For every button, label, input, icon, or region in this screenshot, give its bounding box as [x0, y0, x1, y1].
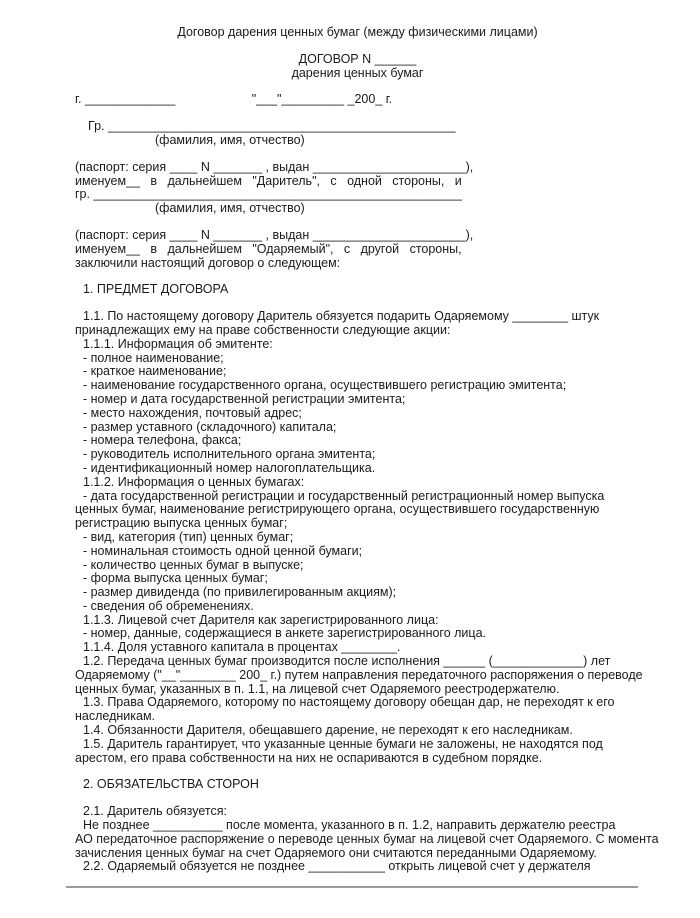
clause-1-1-cont: принадлежащих ему на праве собственности следующие акции: — [75, 322, 451, 337]
clause-1-1-2: 1.1.2. Информация о ценных бумагах: — [83, 474, 305, 489]
clause-2-1-cont: АО передаточное распоряжение о переводе ценных бумаг на лицевой счет Одаряемого. С момента — [75, 831, 659, 846]
section-1-heading: 1. ПРЕДМЕТ ДОГОВОРА — [83, 282, 229, 297]
list-item: - номер и дата государственной регистрации эмитента; — [83, 391, 406, 406]
list-item: - идентификационный номер налогоплательщика. — [83, 460, 376, 475]
list-item-cont: регистрацию выпуска ценных бумаг; — [75, 516, 288, 531]
clause-1-1-4: 1.1.4. Доля уставного капитала в процентах ________. — [83, 640, 401, 655]
clause-1-3: 1.3. Права Одаряемого, которому по настоящему договору обещан дар, не переходят к его — [83, 695, 615, 710]
name-caption: (фамилия, имя, отчество) — [155, 132, 305, 147]
doc-title: Договор дарения ценных бумаг (между физическими лицами) — [177, 25, 538, 39]
donee-designation-line: именуем__ в дальнейшем "Одаряемый", с другой стороны, — [75, 241, 462, 256]
clause-1-2-cont: ценных бумаг, указанных в п. 1.1, на лицевой счет Одаряемого реестродержателю. — [75, 681, 560, 696]
footer-divider — [66, 886, 638, 888]
clause-1-1-1: 1.1.1. Информация об эмитенте: — [83, 336, 273, 351]
clause-2-2: 2.2. Одаряемый обязуется не позднее ___________ открыть лицевой счет у держателя — [83, 859, 591, 874]
clause-2-1: 2.1. Даритель обязуется: — [83, 804, 227, 819]
clause-1-2-cont: Одаряемому ("__"________ 200_ г.) путем направления передаточного распоряжения о переводе — [75, 667, 643, 682]
clause-1-1-3: 1.1.3. Лицевой счет Дарителя как зарегистрированного лица: — [83, 612, 439, 627]
clause-1-1: 1.1. По настоящему договору Даритель обязуется подарить Одаряемому ________ штук — [83, 309, 600, 324]
donor-passport-line: (паспорт: серия ____ N _______ , выдан ______________________), — [75, 159, 474, 174]
donor-designation-line: именуем__ в дальнейшем "Даритель", с одной стороны, и — [75, 173, 462, 188]
list-item: - форма выпуска ценных бумаг; — [83, 571, 268, 586]
contract-number-line: ДОГОВОР N ______ — [298, 51, 417, 66]
list-item: - размер уставного (складочного) капитала; — [83, 419, 337, 434]
clause-2-1-cont: Не позднее __________ после момента, указанного в п. 1.2, направить держателю реестра — [83, 818, 616, 833]
city-date-line: г. _____________ "___"_________ _200_ г. — [75, 92, 393, 107]
list-item: - краткое наименование; — [83, 364, 227, 379]
list-item: - руководитель исполнительного органа эмитента; — [83, 447, 376, 462]
list-item: - количество ценных бумаг в выпуске; — [83, 557, 304, 572]
list-item: - наименование государственного органа, осуществившего регистрацию эмитента; — [83, 378, 567, 393]
list-item: - полное наименование; — [83, 350, 224, 365]
clause-1-5: 1.5. Даритель гарантирует, что указанные ценные бумаги не заложены, не находятся под — [83, 736, 603, 751]
clause-1-3-cont: наследникам. — [75, 709, 156, 724]
name-caption: (фамилия, имя, отчество) — [155, 201, 305, 216]
list-item: - вид, категория (тип) ценных бумаг; — [83, 529, 294, 544]
clause-1-2: 1.2. Передача ценных бумаг производится после исполнения ______ (_____________) лет — [83, 654, 611, 669]
list-item: - номера телефона, факса; — [83, 433, 242, 448]
list-item: - номинальная стоимость одной ценной бумаги; — [83, 543, 363, 558]
donor-name-blank-line: Гр. __________________________________________________ — [88, 119, 456, 134]
preamble-closing-line: заключили настоящий договор о следующем: — [75, 255, 341, 270]
clause-2-1-cont: зачисления ценных бумаг на счет Одаряемого они считаются переданными Одаряемому. — [75, 845, 597, 860]
list-item: - дата государственной регистрации и государственный регистрационный номер выпуска — [83, 488, 605, 503]
list-item: - размер дивиденда (по привилегированным акциям); — [83, 585, 397, 600]
donee-name-blank-line: гр. _____________________________________________________ — [75, 187, 462, 202]
donee-passport-line: (паспорт: серия ____ N _______ , выдан ______________________), — [75, 227, 474, 242]
section-2-heading: 2. ОБЯЗАТЕЛЬСТВА СТОРОН — [83, 777, 259, 792]
contract-subtitle: дарения ценных бумаг — [291, 65, 424, 80]
list-item-cont: ценных бумаг, наименование регистрирующего органа, осуществившего государственную — [75, 502, 600, 517]
clause-1-5-cont: арестом, его права собственности на них не оспариваются в судебном порядке. — [75, 750, 543, 765]
clause-1-4: 1.4. Обязанности Дарителя, обещавшего дарение, не переходят к его наследникам. — [83, 723, 573, 738]
list-item: - номер, данные, содержащиеся в анкете зарегистрированного лица. — [83, 626, 487, 641]
list-item: - сведения об обременениях. — [83, 598, 254, 613]
list-item: - место нахождения, почтовый адрес; — [83, 405, 302, 420]
